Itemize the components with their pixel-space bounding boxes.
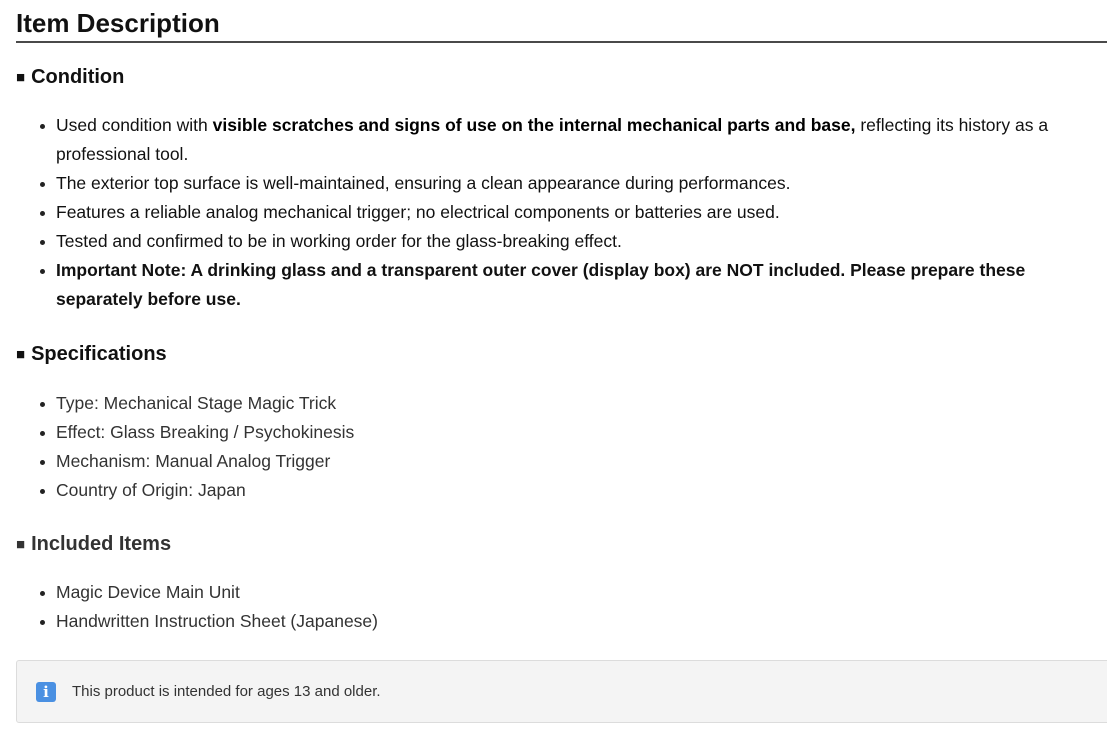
square-bullet-icon: ■ (16, 346, 26, 363)
list-item: Magic Device Main Unit (56, 578, 1107, 607)
condition-heading (16, 65, 1107, 90)
list-item: Handwritten Instruction Sheet (Japanese) (56, 607, 1107, 636)
included-items-list (16, 578, 1107, 636)
specifications-list (16, 389, 1107, 505)
list-item: Type: Mechanical Stage Magic Trick (56, 389, 1107, 418)
square-bullet-icon: ■ (16, 536, 26, 553)
specifications-heading-label: Specifications (31, 343, 167, 365)
included-items-heading-label: Included Items (31, 533, 172, 555)
list-item: Country of Origin: Japan (56, 476, 1107, 505)
condition-item-1-bold: visible scratches and signs of use on the internal mechanical parts and base, (212, 115, 856, 135)
condition-heading-label: Condition (31, 66, 125, 88)
condition-item-1-text-end: reflecting its history as a professional tool. (56, 115, 1049, 164)
included-items-heading (16, 532, 1107, 557)
list-item: Mechanism: Manual Analog Trigger (56, 447, 1107, 476)
item-description (16, 0, 1107, 701)
list-item: Features a reliable analog mechanical trigger; no electrical components or batteries are used. (56, 198, 1107, 227)
list-item (56, 111, 1107, 169)
condition-item-1-text: Used condition with (56, 115, 213, 135)
page-title: Item Description (16, 0, 1107, 43)
info-icon: i (36, 682, 56, 702)
square-bullet-icon: ■ (16, 69, 26, 86)
list-item: Effect: Glass Breaking / Psychokinesis (56, 418, 1107, 447)
specifications-heading (16, 342, 1107, 367)
condition-list (16, 111, 1107, 314)
list-item: Important Note: A drinking glass and a transparent outer cover (display box) are NOT included. Please prepare these separately before use. (56, 256, 1107, 314)
list-item: Tested and confirmed to be in working order for the glass-breaking effect. (56, 227, 1107, 256)
notice-text: This product is intended for ages 13 and older. (72, 683, 381, 700)
age-notice (16, 660, 1107, 723)
list-item: The exterior top surface is well-maintained, ensuring a clean appearance during performances. (56, 169, 1107, 198)
